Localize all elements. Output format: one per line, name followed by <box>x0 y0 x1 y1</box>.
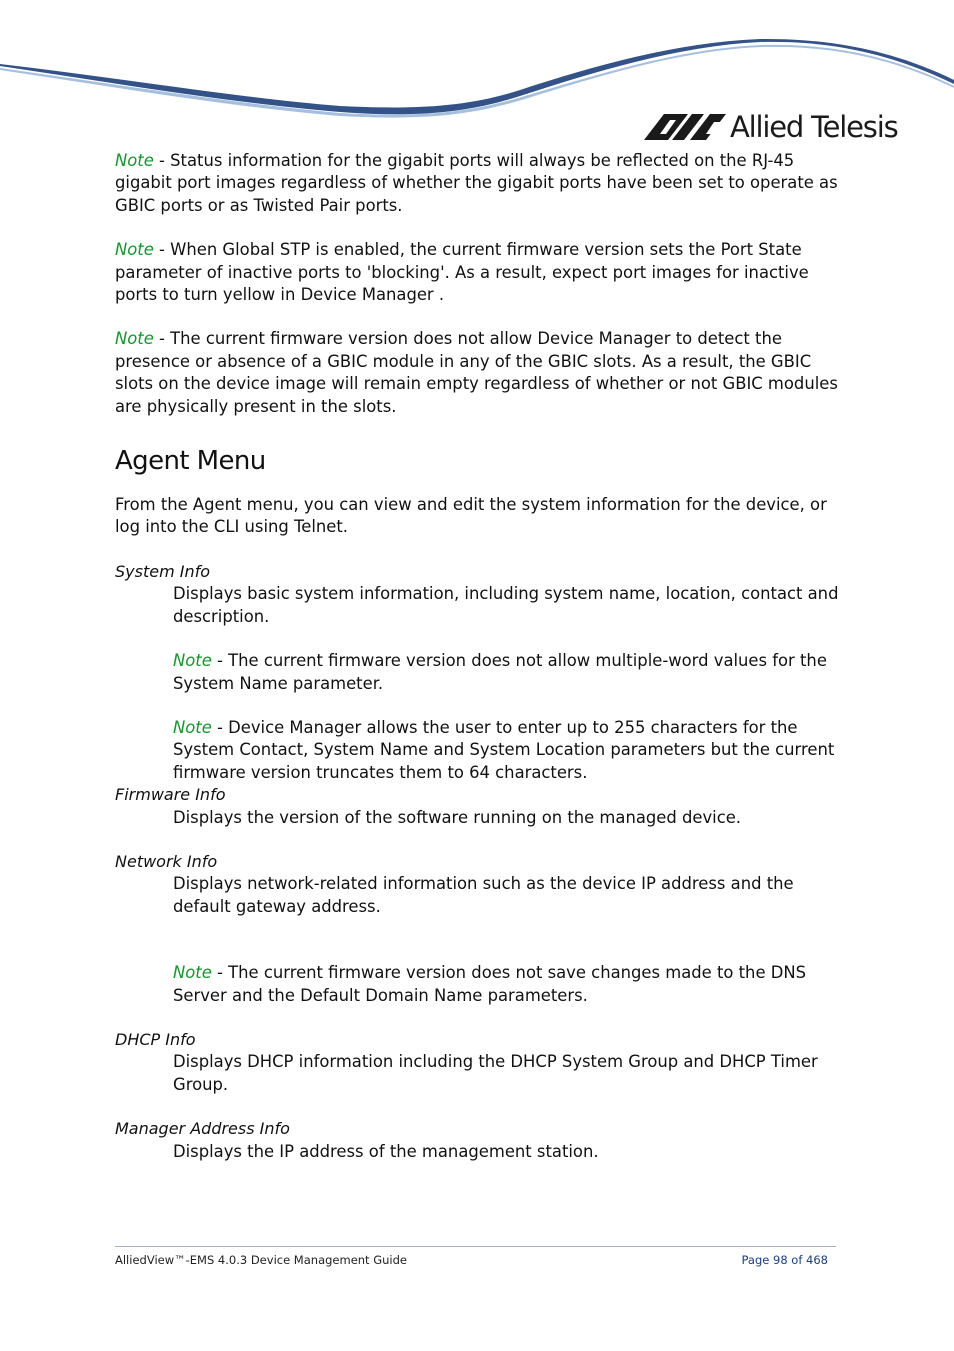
note-label: Note <box>115 151 154 170</box>
note-dns <box>115 962 845 1007</box>
term-firmware-info: Firmware Info <box>115 785 226 805</box>
desc-manager-address-info: Displays the IP address of the management station. <box>173 1141 599 1161</box>
term-manager-address-info: Manager Address Info <box>115 1119 290 1139</box>
desc-network-info: Displays network-related information such as the device IP address and the default gateway address. <box>173 874 794 916</box>
term-dhcp-info: DHCP Info <box>115 1029 196 1049</box>
note-label: Note <box>115 329 154 349</box>
note-text: - Status information for the gigabit ports will always be reflected on the RJ-45 gigabit port images regardless of whether the gigabit ports have been set to operate as GBIC ports or as Twisted Pair ports. <box>115 151 838 215</box>
footer-guide-title: AlliedView™-EMS 4.0.3 Device Management Guide <box>115 1253 407 1267</box>
note-label: Note <box>173 651 212 671</box>
desc-dhcp-info: Displays DHCP information including the DHCP System Group and DHCP Timer Group. <box>173 1052 818 1094</box>
note-paragraph-gigabit <box>115 150 845 217</box>
term-system-info: System Info <box>115 561 211 581</box>
note-label: Note <box>173 963 212 983</box>
note-text: - Device Manager allows the user to enter up to 255 characters for the System Contact, System Name and System Location parameters but the current firmware version truncates them to 64 characters. <box>173 717 835 782</box>
footer-page-number: Page 98 of 468 <box>741 1253 828 1267</box>
note-label: Note <box>173 717 212 737</box>
note-text: - The current firmware version does not allow multiple-word values for the System Name parameter. <box>173 651 827 693</box>
intro-paragraph: From the Agent menu, you can view and edit the system information for the device, or log into the CLI using Telnet. <box>115 495 827 537</box>
desc-firmware-info: Displays the version of the software running on the managed device. <box>173 807 742 827</box>
section-heading: Agent Menu <box>115 446 266 477</box>
term-network-info: Network Info <box>115 851 218 871</box>
note-text: - The current firmware version does not allow Device Manager to detect the presence or absence of a GBIC module in any of the GBIC slots. As a result, the GBIC slots on the device image will remain empty regardless of whether or not GBIC modules are physically present in the slots. <box>115 329 838 416</box>
page-content <box>115 150 845 1163</box>
footer-divider <box>115 1246 836 1247</box>
note-text: - When Global STP is enabled, the current firmware version sets the Port State parameter of inactive ports to 'blocking'. As a result, expect port images for inactive ports to turn yellow in Device Manager . <box>115 240 809 305</box>
allied-telesis-logo <box>644 110 897 144</box>
note-system-name <box>115 650 845 695</box>
desc-system-info: Displays basic system information, including system name, location, contact and description. <box>173 584 839 626</box>
note-text: - The current firmware version does not save changes made to the DNS Server and the Default Domain Name parameters. <box>173 963 807 1005</box>
logo-wordmark: Allied Telesis <box>730 110 898 144</box>
note-label: Note <box>115 240 154 260</box>
note-paragraph-gbic <box>115 328 845 418</box>
allied-telesis-logo-mark <box>644 114 726 140</box>
note-paragraph-stp <box>115 239 845 306</box>
note-system-contact <box>115 717 845 784</box>
